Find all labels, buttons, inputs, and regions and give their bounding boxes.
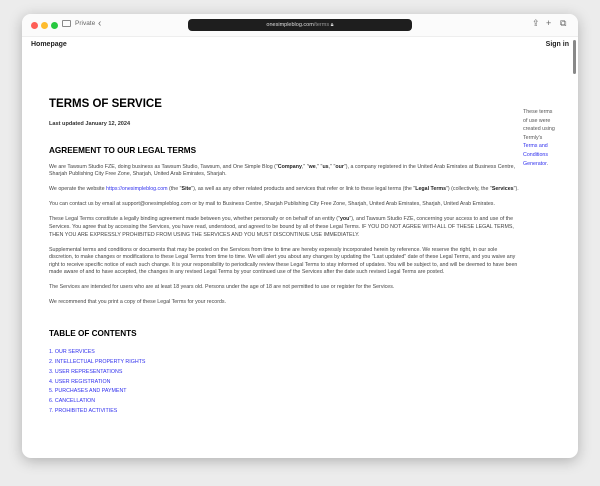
- back-button[interactable]: ‹: [98, 18, 102, 29]
- homepage-link[interactable]: Homepage: [31, 41, 67, 48]
- paragraph: Supplemental terms and conditions or documents that may be posted on the Services from time to time are hereby expressly incorporated herein by reference. We reserve the right, in our sole discretion, to make changes or modifications to these Legal Terms from time to time. We will alert you about any changes by updating the "Last updated" date of these Legal Terms, and you waive any right to receive specific notice of each such change. It is your responsibility to periodically review these Legal Terms to stay informed of updates. You will be subject to, and will be deemed to have been made aware of and to have accepted, the changes in any revised Legal Terms by your continued use of the Services after the date such revised Legal Terms are posted.: [49, 246, 518, 276]
- scrollbar[interactable]: [573, 40, 576, 74]
- url-domain: onesimpleblog.com: [266, 22, 314, 28]
- zoom-button[interactable]: [51, 22, 58, 29]
- lock-icon: 🔒︎: [330, 22, 334, 28]
- toc-link[interactable]: 1. OUR SERVICES: [49, 349, 95, 356]
- paragraph: You can contact us by email at support@onesimpleblog.com or by mail to Business Centre, Sharjah Publishing City Free Zone, Sharjah, United Arab Emirates, Sharjah, United Arab Emirates.: [49, 201, 495, 208]
- paragraph: We are Tawsum Studio FZE, doing business as Tawsum Studio, Tawsum, and One Simple Blog ("Company," "we," "us," "our"), a company registered in the United Arab Emirates at Business Centre, Sharjah Publishing City Free Zone, Sharjah, United Arab Emirates, Sharjah.: [49, 163, 516, 178]
- new-tab-icon[interactable]: +: [546, 18, 552, 28]
- section-heading: AGREEMENT TO OUR LEGAL TERMS: [49, 146, 197, 156]
- toc-link[interactable]: 5. PURCHASES AND PAYMENT: [49, 388, 127, 395]
- toc-link[interactable]: 3. USER REPRESENTATIONS: [49, 368, 123, 375]
- tabs-overview-icon[interactable]: ⧉: [560, 18, 567, 28]
- sign-in-link[interactable]: Sign in: [545, 41, 569, 48]
- terms-content: [49, 98, 521, 416]
- minimize-button[interactable]: [41, 22, 48, 29]
- termly-generator-link[interactable]: Terms and Conditions Generator: [523, 143, 549, 167]
- browser-window: [22, 14, 578, 458]
- table-of-contents: [49, 330, 521, 417]
- sidebar-toggle[interactable]: [62, 20, 95, 27]
- paragraph: We recommend that you print a copy of these Legal Terms for your records.: [49, 299, 227, 306]
- title-bar: [22, 14, 578, 37]
- toc-link[interactable]: 2. INTELLECTUAL PROPERTY RIGHTS: [49, 359, 146, 366]
- toc-link[interactable]: 4. USER REGISTRATION: [49, 378, 111, 385]
- close-button[interactable]: [31, 22, 38, 29]
- share-icon[interactable]: ⇪: [532, 18, 540, 28]
- address-bar[interactable]: [188, 19, 412, 31]
- paragraph: We operate the website https://onesimpleblog.com (the "Site"), as well as any other related products and services that refer or link to these legal terms (the "Legal Terms") (collectively, the "Services").: [49, 186, 519, 193]
- url-path: /terms: [313, 22, 330, 28]
- page-title: TERMS OF SERVICE: [49, 98, 162, 110]
- site-link[interactable]: https://onesimpleblog.com: [106, 186, 168, 193]
- termly-note: These terms of use were created using Termly's Terms and Conditions Generator.: [523, 109, 555, 167]
- paragraph: The Services are intended for users who are at least 18 years old. Persons under the age of 18 are not permitted to use or register for the Services.: [49, 284, 395, 291]
- toc-link[interactable]: 6. CANCELLATION: [49, 397, 96, 404]
- sidebar-icon: [62, 20, 71, 27]
- last-updated: Last updated January 12, 2024: [49, 120, 131, 127]
- paragraph: These Legal Terms constitute a legally binding agreement made between you, whether personally or on behalf of an entity ("you"), and Tawsum Studio FZE, concerning your access to and use of the Services. You agree that by accessing the Services, you have read, understood, and agreed to be bound by all of these Legal Terms. IF YOU DO NOT AGREE WITH ALL OF THESE LEGAL TERMS, THEN YOU ARE EXPRESSLY PROHIBITED FROM USING THE SERVICES AND YOU MUST DISCONTINUE USE IMMEDIATELY.: [49, 216, 514, 238]
- toc-heading: TABLE OF CONTENTS: [49, 328, 137, 338]
- toc-link[interactable]: 7. PROHIBITED ACTIVITIES: [49, 407, 118, 414]
- private-label: Private: [75, 20, 96, 27]
